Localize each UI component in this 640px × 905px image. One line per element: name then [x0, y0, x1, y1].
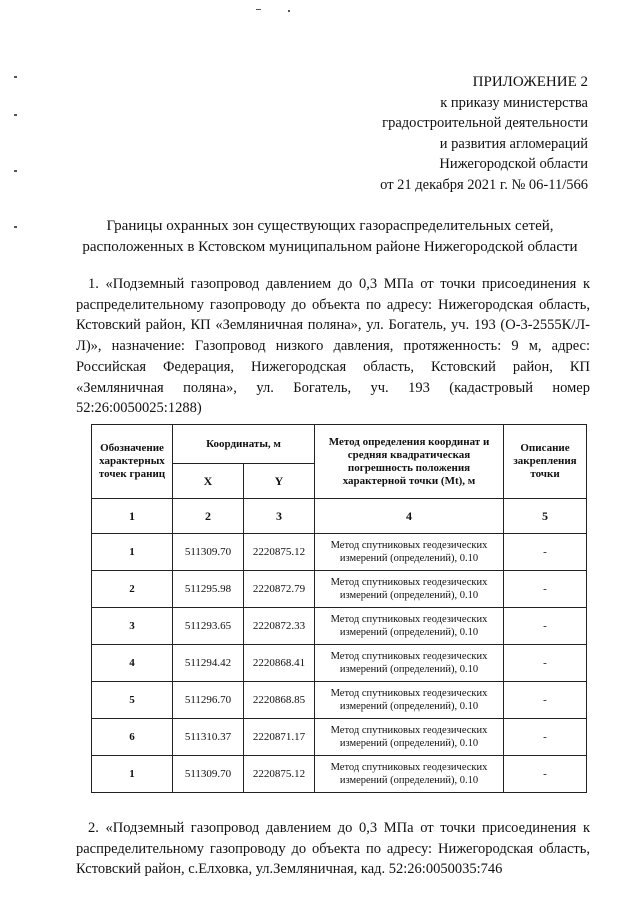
column-number: 3 — [244, 499, 315, 534]
scan-mark — [14, 76, 17, 78]
table-row — [92, 756, 587, 793]
y-cell: 2220875.12 — [244, 756, 315, 793]
description-cell: - — [504, 608, 587, 645]
scan-mark — [14, 226, 17, 228]
appendix-header — [380, 72, 588, 195]
method-cell: Метод спутниковых геодезических измерений (определений), 0.10 — [315, 719, 504, 756]
title-line: Границы охранных зон существующих газораспределительных сетей, — [106, 218, 554, 234]
y-cell: 2220868.41 — [244, 645, 315, 682]
table-row — [92, 534, 587, 571]
y-cell: 2220868.85 — [244, 682, 315, 719]
point-cell: 1 — [92, 756, 173, 793]
header-designation: Обозначение характерных точек границ — [92, 425, 173, 499]
method-cell: Метод спутниковых геодезических измерений (определений), 0.10 — [315, 534, 504, 571]
x-cell: 511309.70 — [173, 756, 244, 793]
header-y: Y — [244, 464, 315, 499]
scan-mark — [256, 9, 261, 10]
column-number: 2 — [173, 499, 244, 534]
table-row — [92, 645, 587, 682]
method-cell: Метод спутниковых геодезических измерений (определений), 0.10 — [315, 645, 504, 682]
header-method: Метод определения координат и средняя квадратическая погрешность положения характерной точки (Mt), м — [315, 425, 504, 499]
y-cell: 2220875.12 — [244, 534, 315, 571]
header-coordinates: Координаты, м — [173, 425, 315, 464]
method-cell: Метод спутниковых геодезических измерений (определений), 0.10 — [315, 571, 504, 608]
description-cell: - — [504, 571, 587, 608]
appendix-line: градостроительной деятельности — [382, 115, 588, 131]
method-cell: Метод спутниковых геодезических измерений (определений), 0.10 — [315, 682, 504, 719]
description-cell: - — [504, 645, 587, 682]
table-row — [92, 719, 587, 756]
point-cell: 2 — [92, 571, 173, 608]
x-cell: 511295.98 — [173, 571, 244, 608]
table-row — [92, 608, 587, 645]
table-row — [92, 682, 587, 719]
point-cell: 3 — [92, 608, 173, 645]
appendix-line: и развития агломераций — [439, 135, 588, 152]
x-cell: 511293.65 — [173, 608, 244, 645]
header-x: X — [173, 464, 244, 499]
x-cell: 511296.70 — [173, 682, 244, 719]
paragraph-1: 1. «Подземный газопровод давлением до 0,3 МПа от точки присоединения к распределительному газопроводу до объекта по адресу: Нижегородская область, Кстовский район, КП «Земляничная поляна», ул. Богатель, уч. 193 (О-3-2555К/Л-Л)», назначение: Газопровод низкого давления, протяженность: 9 м, адрес: Российская Федерация, Нижегородская область, Кстовский район, КП «Земляничная поляна», ул. Богатель, уч. 193 (кадастровый номер 52:26:0050025:1288) — [76, 276, 590, 417]
point-cell: 5 — [92, 682, 173, 719]
appendix-line: Нижегородской области — [439, 156, 588, 172]
appendix-line: от 21 декабря 2021 г. № 06-11/566 — [380, 176, 588, 193]
description-cell: - — [504, 682, 587, 719]
description-cell: - — [504, 719, 587, 756]
coordinates-table — [91, 424, 587, 793]
scan-mark — [14, 170, 17, 172]
x-cell: 511310.37 — [173, 719, 244, 756]
paragraph-2: 2. «Подземный газопровод давлением до 0,3 МПа от точки присоединения к распределительному газопроводу до объекта по адресу: Нижегородская область, Кстовский район, с.Елховка, ул.Земляничная, кад. 52:26:0050035:746 — [76, 820, 590, 878]
y-cell: 2220872.33 — [244, 608, 315, 645]
point-cell: 4 — [92, 645, 173, 682]
x-cell: 511309.70 — [173, 534, 244, 571]
y-cell: 2220871.17 — [244, 719, 315, 756]
column-number: 4 — [315, 499, 504, 534]
title-line: расположенных в Кстовском муниципальном районе Нижегородской области — [82, 239, 578, 255]
table-row — [92, 571, 587, 608]
description-cell: - — [504, 756, 587, 793]
column-number: 5 — [504, 499, 587, 534]
y-cell: 2220872.79 — [244, 571, 315, 608]
scan-mark — [14, 114, 17, 116]
description-cell: - — [504, 534, 587, 571]
scan-mark — [288, 10, 290, 12]
header-description: Описание закрепления точки — [504, 425, 587, 499]
appendix-title: ПРИЛОЖЕНИЕ 2 — [472, 74, 588, 90]
point-cell: 6 — [92, 719, 173, 756]
point-cell: 1 — [92, 534, 173, 571]
method-cell: Метод спутниковых геодезических измерений (определений), 0.10 — [315, 756, 504, 793]
appendix-line: к приказу министерства — [440, 94, 588, 111]
column-number: 1 — [92, 499, 173, 534]
document-title — [70, 216, 590, 258]
method-cell: Метод спутниковых геодезических измерений (определений), 0.10 — [315, 608, 504, 645]
x-cell: 511294.42 — [173, 645, 244, 682]
